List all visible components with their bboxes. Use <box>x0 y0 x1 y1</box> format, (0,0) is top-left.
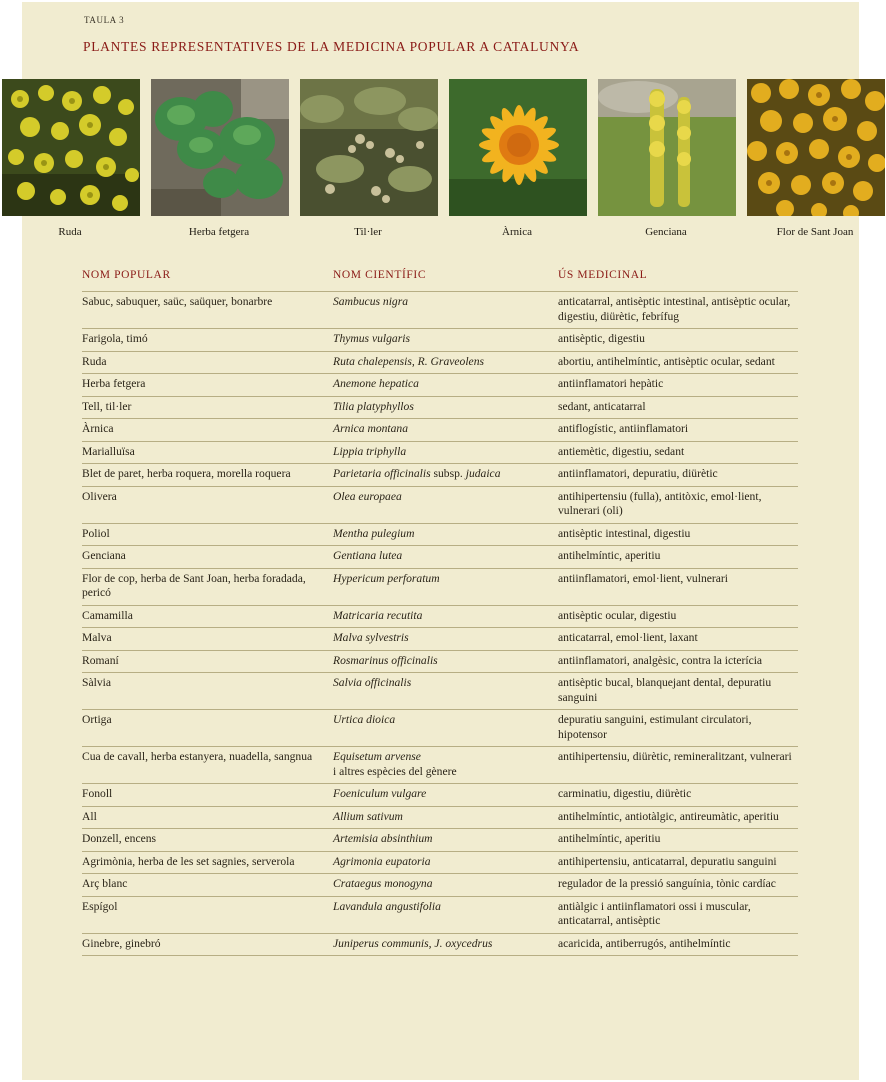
popular-name-cell: Blet de paret, herba roquera, morella roquera <box>82 464 333 487</box>
scientific-name-cell: Olea europaea <box>333 486 558 523</box>
gentian-meadow-photo <box>598 79 736 216</box>
popular-name-cell: Agrimònia, herba de les set sagnies, serverola <box>82 851 333 874</box>
table-row <box>82 486 798 523</box>
medicinal-use-cell: antisèptic, digestiu <box>558 329 798 352</box>
medicinal-use-cell: antisèptic ocular, digestiu <box>558 605 798 628</box>
scientific-name-cell: Malva sylvestris <box>333 628 558 651</box>
medicinal-use-cell: antiflogístic, antiinflamatori <box>558 419 798 442</box>
table-row <box>82 292 798 329</box>
scientific-name-cell: Arnica montana <box>333 419 558 442</box>
rue-flowers-photo <box>2 79 140 216</box>
popular-name-cell: Flor de cop, herba de Sant Joan, herba foradada, pericó <box>82 568 333 605</box>
popular-name-cell: Poliol <box>82 523 333 546</box>
popular-name-cell: Ortiga <box>82 710 333 747</box>
table-row <box>82 784 798 807</box>
popular-name-cell: Genciana <box>82 546 333 569</box>
medicinal-use-cell: carminatiu, digestiu, diürètic <box>558 784 798 807</box>
popular-name-cell: Ginebre, ginebró <box>82 933 333 956</box>
liverwort-leaves-photo <box>151 79 289 216</box>
popular-name-cell: Àrnica <box>82 419 333 442</box>
scientific-name-cell: Salvia officinalis <box>333 673 558 710</box>
popular-name-cell: Herba fetgera <box>82 374 333 397</box>
scientific-name-cell: Urtica dioica <box>333 710 558 747</box>
table-row <box>82 329 798 352</box>
popular-name-cell: Tell, til·ler <box>82 396 333 419</box>
medicinal-use-cell: antiemètic, digestiu, sedant <box>558 441 798 464</box>
table-row <box>82 441 798 464</box>
table-row <box>82 896 798 933</box>
table-row <box>82 464 798 487</box>
medicinal-use-cell: antihelmíntic, aperitiu <box>558 546 798 569</box>
popular-name-cell: Fonoll <box>82 784 333 807</box>
table-row <box>82 351 798 374</box>
popular-name-cell: Donzell, encens <box>82 829 333 852</box>
popular-name-cell: Olivera <box>82 486 333 523</box>
scientific-name-cell: Sambucus nigra <box>333 292 558 329</box>
table-row <box>82 673 798 710</box>
st-johns-wort-photo <box>747 79 885 216</box>
popular-name-cell: Cua de cavall, herba estanyera, nuadella, sangnua <box>82 747 333 784</box>
popular-name-cell: Espígol <box>82 896 333 933</box>
scientific-name-cell: Juniperus communis, J. oxycedrus <box>333 933 558 956</box>
photo-caption: Àrnica <box>502 226 532 238</box>
medicinal-use-cell: antihipertensiu, anticatarral, depuratiu sanguini <box>558 851 798 874</box>
medicinal-use-cell: antisèptic intestinal, digestiu <box>558 523 798 546</box>
table-row <box>82 851 798 874</box>
scientific-name-cell: Parietaria officinalis subsp. judaica <box>333 464 558 487</box>
popular-name-cell: All <box>82 806 333 829</box>
medicinal-use-cell: anticatarral, emol·lient, laxant <box>558 628 798 651</box>
table-row <box>82 628 798 651</box>
scientific-name-cell: Agrimonia eupatoria <box>333 851 558 874</box>
scientific-name-cell: Tilia platyphyllos <box>333 396 558 419</box>
scientific-name-cell: Artemisia absinthium <box>333 829 558 852</box>
medicinal-use-cell: antihipertensiu, diürètic, remineralitzant, vulnerari <box>558 747 798 784</box>
table-row <box>82 605 798 628</box>
photo-caption: Til·ler <box>354 226 382 238</box>
table-number: TAULA 3 <box>84 15 125 25</box>
scientific-name-cell: Matricaria recutita <box>333 605 558 628</box>
scientific-name-cell: Rosmarinus officinalis <box>333 650 558 673</box>
table-row <box>82 396 798 419</box>
table-row <box>82 806 798 829</box>
column-header-popular-name: NOM POPULAR <box>82 267 333 292</box>
plants-table <box>82 267 798 956</box>
table-row <box>82 374 798 397</box>
popular-name-cell: Marialluïsa <box>82 441 333 464</box>
photo-strip <box>0 79 886 249</box>
popular-name-cell: Arç blanc <box>82 874 333 897</box>
table-row <box>82 546 798 569</box>
scientific-name-cell: Thymus vulgaris <box>333 329 558 352</box>
table-row <box>82 874 798 897</box>
scientific-name-cell: Ruta chalepensis, R. Graveolens <box>333 351 558 374</box>
popular-name-cell: Farigola, timó <box>82 329 333 352</box>
table-row <box>82 829 798 852</box>
table-row <box>82 710 798 747</box>
linden-branch-photo <box>300 79 438 216</box>
table-title: PLANTES REPRESENTATIVES DE LA MEDICINA POPULAR A CATALUNYA <box>83 39 580 54</box>
table-row <box>82 568 798 605</box>
medicinal-use-cell: sedant, anticatarral <box>558 396 798 419</box>
medicinal-use-cell: antisèptic bucal, blanquejant dental, depuratiu sanguini <box>558 673 798 710</box>
medicinal-use-cell: depuratiu sanguini, estimulant circulatori, hipotensor <box>558 710 798 747</box>
popular-name-cell: Sabuc, sabuquer, saüc, saüquer, bonarbre <box>82 292 333 329</box>
photo-caption: Herba fetgera <box>188 226 250 238</box>
popular-name-cell: Camamilla <box>82 605 333 628</box>
scientific-name-cell: Crataegus monogyna <box>333 874 558 897</box>
scientific-name-cell: Allium sativum <box>333 806 558 829</box>
medicinal-use-cell: acaricida, antiberrugós, antihelmíntic <box>558 933 798 956</box>
scientific-name-cell: Lippia triphylla <box>333 441 558 464</box>
table-body <box>82 292 798 956</box>
table-row <box>82 933 798 956</box>
medicinal-use-cell: antihelmíntic, antiotàlgic, antireumàtic, aperitiu <box>558 806 798 829</box>
medicinal-use-cell: anticatarral, antisèptic intestinal, antisèptic ocular, digestiu, diürètic, febrífug <box>558 292 798 329</box>
column-header-medicinal-use: ÚS MEDICINAL <box>558 267 798 292</box>
table-row <box>82 523 798 546</box>
medicinal-use-cell: antiinflamatori hepàtic <box>558 374 798 397</box>
medicinal-use-cell: antiinflamatori, depuratiu, diürètic <box>558 464 798 487</box>
table-row <box>82 747 798 784</box>
scientific-name-cell: Anemone hepatica <box>333 374 558 397</box>
medicinal-use-cell: antiàlgic i antiinflamatori ossi i muscular, anticatarral, antisèptic <box>558 896 798 933</box>
scientific-name-cell: Equisetum arvense i altres espècies del gènere <box>333 747 558 784</box>
scientific-name-cell: Gentiana lutea <box>333 546 558 569</box>
medicinal-use-cell: antiinflamatori, analgèsic, contra la icterícia <box>558 650 798 673</box>
photo-caption: Flor de Sant Joan <box>776 226 854 238</box>
medicinal-use-cell: abortiu, antihelmíntic, antisèptic ocular, sedant <box>558 351 798 374</box>
table-row <box>82 650 798 673</box>
table-header-row <box>82 267 798 292</box>
popular-name-cell: Romaní <box>82 650 333 673</box>
scientific-name-cell: Lavandula angustifolia <box>333 896 558 933</box>
scientific-name-cell: Foeniculum vulgare <box>333 784 558 807</box>
medicinal-use-cell: regulador de la pressió sanguínia, tònic cardíac <box>558 874 798 897</box>
medicinal-use-cell: antiinflamatori, emol·lient, vulnerari <box>558 568 798 605</box>
photo-caption: Ruda <box>58 226 82 238</box>
photo-caption: Genciana <box>645 226 687 238</box>
arnica-flower-photo <box>449 79 587 216</box>
popular-name-cell: Malva <box>82 628 333 651</box>
column-header-scientific-name: NOM CIENTÍFIC <box>333 267 558 292</box>
scientific-name-cell: Hypericum perforatum <box>333 568 558 605</box>
scientific-name-cell: Mentha pulegium <box>333 523 558 546</box>
medicinal-use-cell: antihelmíntic, aperitiu <box>558 829 798 852</box>
medicinal-use-cell: antihipertensiu (fulla), antitòxic, emol·lient, vulnerari (oli) <box>558 486 798 523</box>
popular-name-cell: Ruda <box>82 351 333 374</box>
popular-name-cell: Sàlvia <box>82 673 333 710</box>
table-row <box>82 419 798 442</box>
